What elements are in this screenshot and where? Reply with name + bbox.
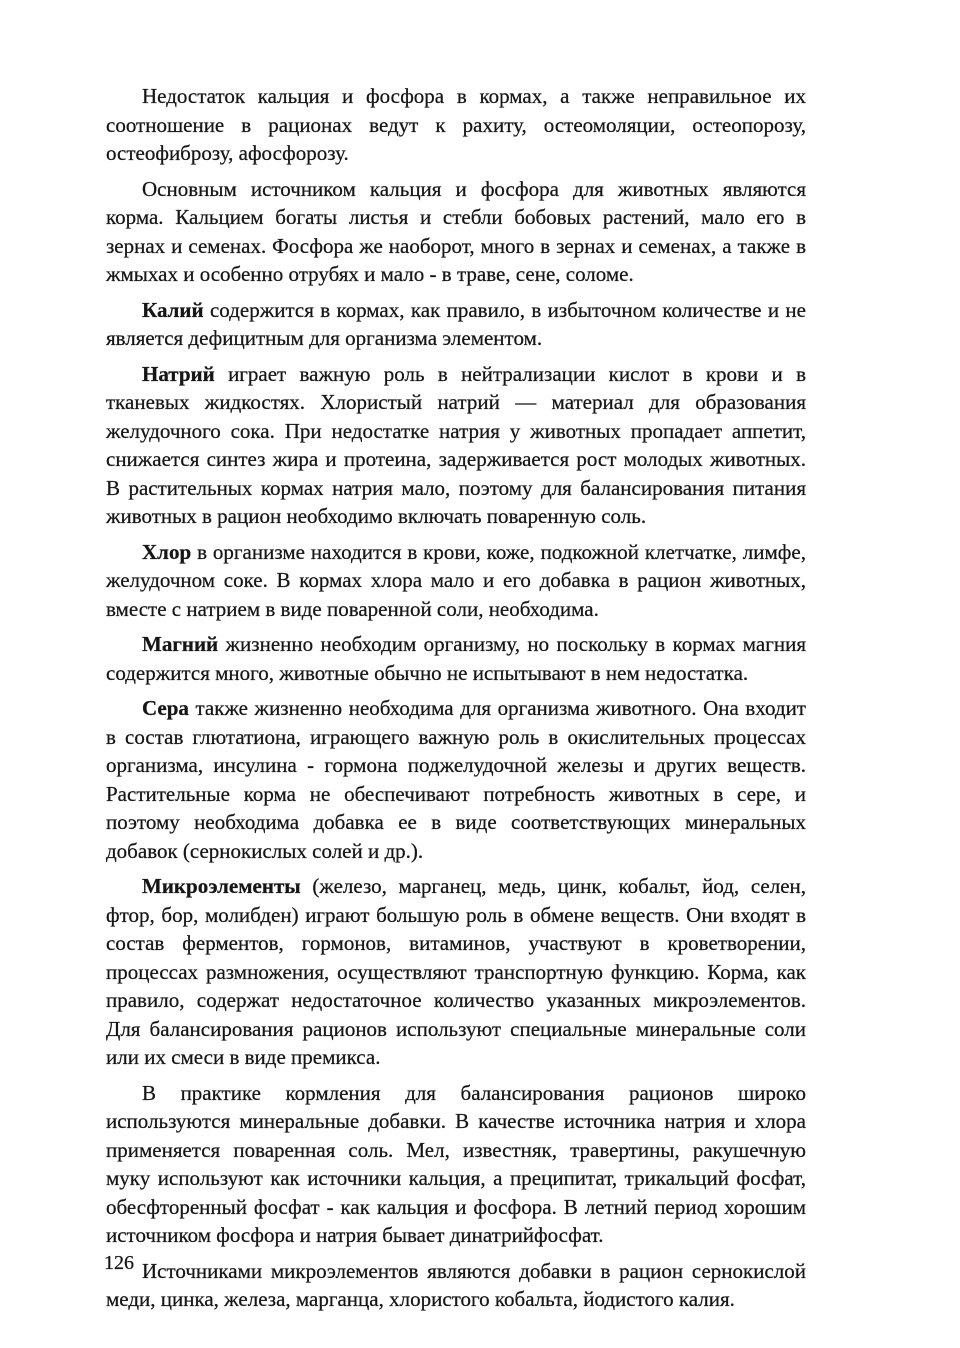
term-magnesium: Магний — [142, 632, 219, 656]
paragraph-calcium-phosphorus-sources — [106, 175, 806, 289]
paragraph-microelement-sources — [106, 1257, 806, 1314]
paragraph-microelements — [106, 872, 806, 1072]
paragraph-text: Источниками микроэлементов являются добавки в рацион сернокислой меди, цинка, железа, марганца, хлористого кобальта, йодистого калия. — [106, 1258, 806, 1311]
paragraph-mineral-additives — [106, 1079, 806, 1250]
term-sodium: Натрий — [142, 361, 215, 386]
paragraph-text: играет важную роль в нейтрализации кислот в крови и в тканевых жидкостях. Хлористый натрий — материал для образования желудочного сока. При недостатке натрия у животных пропадает аппетит, снижается синтез жира и протеина, задерживается рост молодых животных. В растительных кормах натрия мало, поэтому для балансирования питания животных в рацион необходимо включать поваренную соль. — [106, 361, 806, 528]
paragraph-text: в организме находится в крови, коже, подкожной клетчатке, лимфе, желудочном соке. В кормах хлора мало и его добавка в рацион животных, вместе с натрием в виде поваренной соли, необходима. — [106, 539, 806, 621]
page-number: 126 — [104, 1252, 134, 1274]
paragraph-text: В практике кормления для балансирования рационов широко используются минеральные добавки. В качестве источника натрия и хлора применяется поваренная соль. Мел, известняк, травертины, ракушечную муку используют как источники кальция, а преципитат, трикальций фосфат, обесфторенный фосфат - как кальция и фосфора. В летний период хорошим источником фосфора и натрия бывает динатрийфосфат. — [106, 1080, 806, 1247]
term-microelements: Микроэлементы — [142, 874, 301, 898]
term-sulfur: Сера — [142, 696, 189, 720]
paragraph-calcium-phosphorus-deficiency — [106, 82, 806, 168]
paragraph-text: жизненно необходим организму, но поскольку в кормах магния содержится много, животные обычно не испытывают в нем недостатка. — [106, 632, 806, 685]
paragraph-potassium — [106, 296, 806, 353]
paragraph-text: содержится в кормах, как правило, в избыточном количестве и не является дефицитным для организма элементом. — [106, 297, 806, 350]
paragraph-chlorine — [106, 538, 806, 624]
paragraph-sodium — [106, 360, 806, 531]
term-chlorine: Хлор — [142, 539, 192, 564]
paragraph-sulfur — [106, 694, 806, 865]
paragraph-text: Основным источником кальция и фосфора для животных являются корма. Кальцием богаты листья и стебли бобовых растений, мало его в зернах и семенах. Фосфора же наоборот, много в зернах и семенах, а также в жмыхах и особенно отрубях и мало - в траве, сене, соломе. — [106, 176, 806, 286]
paragraph-magnesium — [106, 630, 806, 687]
body-text — [106, 82, 806, 1321]
paragraph-text: также жизненно необходима для организма животного. Она входит в состав глютатиона, играющего важную роль в окислительных процессах организма, инсулина - гормона поджелудочной железы и других веществ. Растительные корма не обеспечивают потребность животных в сере, и поэтому необходима добавка ее в виде соответствующих минеральных добавок (сернокислых солей и др.). — [106, 696, 806, 863]
paragraph-text: (железо, марганец, медь, цинк, кобальт, йод, селен, фтор, бор, молибден) играют большую роль в обмене веществ. Они входят в состав ферментов, гормонов, витаминов, участвуют в кроветворении, процессах размножения, осуществляют транспортную функцию. Корма, как правило, содержат недостаточное количество указанных микроэлементов. Для балансирования рационов используют специальные минеральные соли или их смеси в виде премикса. — [106, 874, 806, 1069]
term-potassium: Калий — [142, 297, 204, 322]
paragraph-text: Недостаток кальция и фосфора в кормах, а также неправильное их соотношение в рационах ведут к рахиту, остеомоляции, остеопорозу, остеофиброзу, афосфорозу. — [106, 84, 806, 165]
